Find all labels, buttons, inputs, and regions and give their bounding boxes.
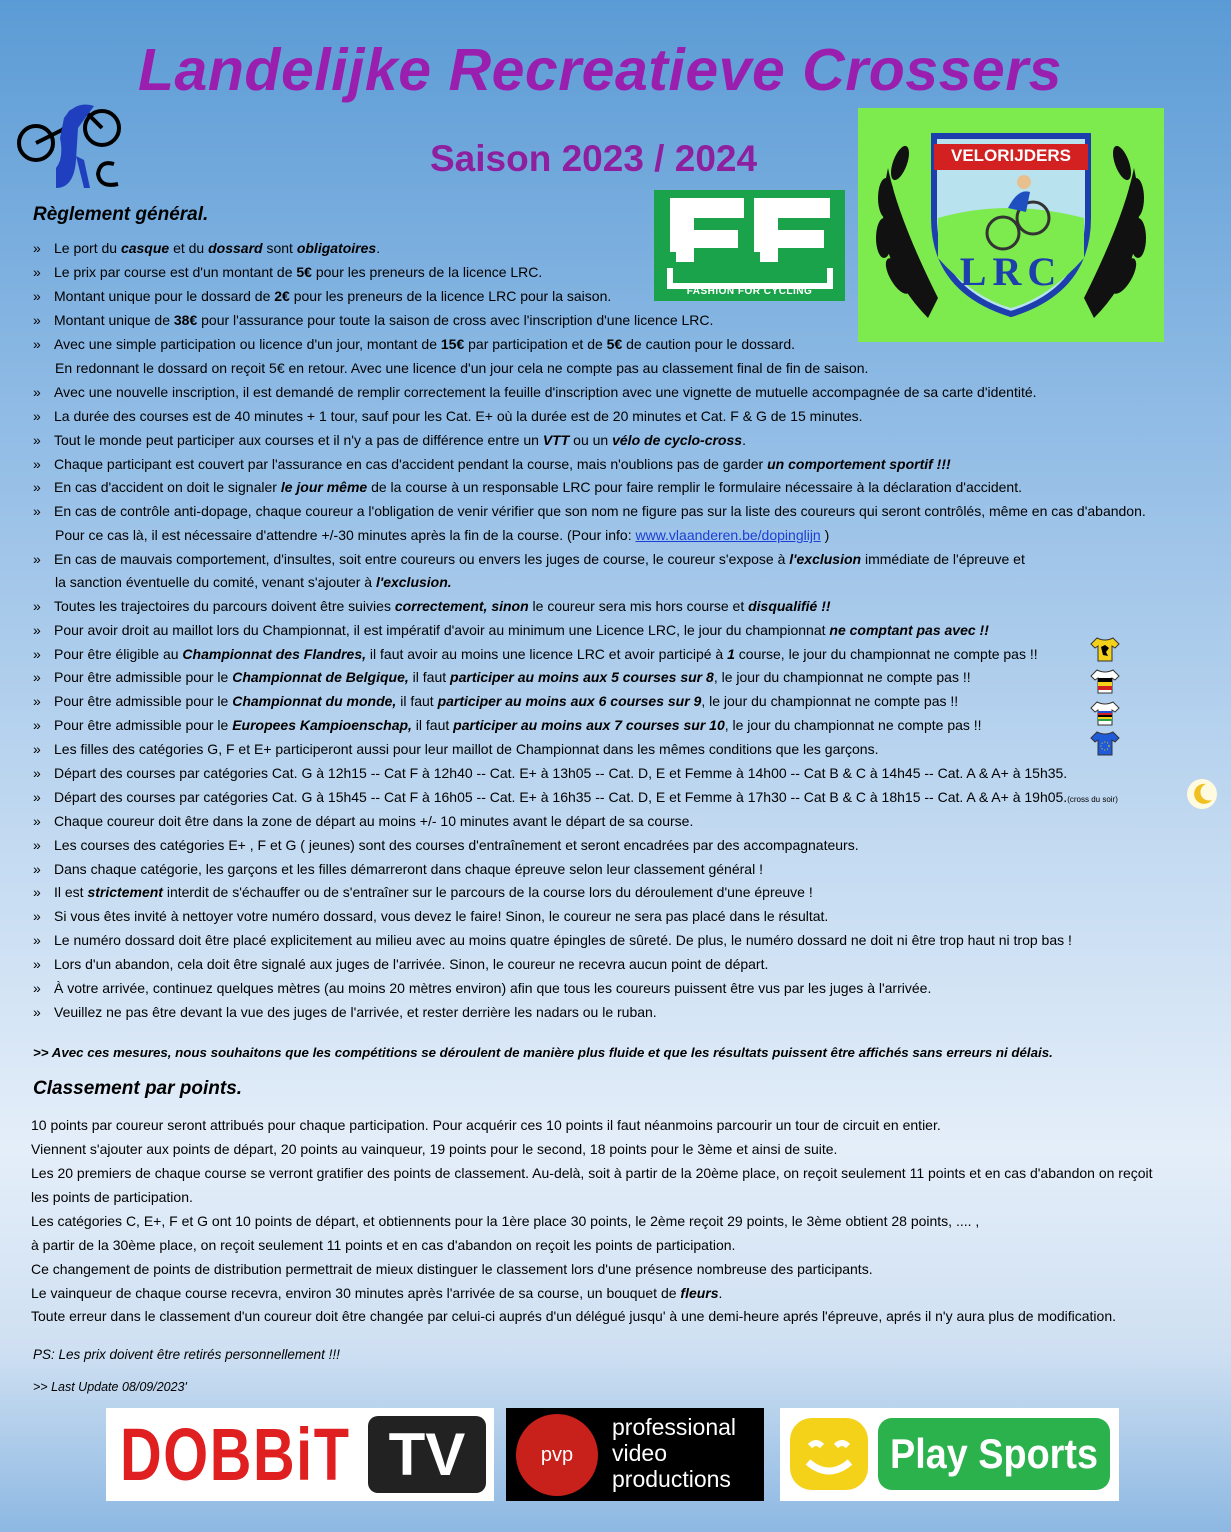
- rule-text: [54, 312, 713, 328]
- rule-item: [33, 407, 863, 426]
- text-run: Les catégories C, E+, F et G ont 10 points de départ, et obtiennents pour la 1ère place 30 points, le 2ème reçoit 29 points, le 3ème obtient 28 points, .... ,: [31, 1213, 980, 1229]
- bullet-icon: »: [33, 503, 41, 519]
- rule-text: [54, 741, 878, 757]
- bullet-icon: »: [33, 693, 41, 709]
- text-run: Départ des courses par catégories Cat. G à 12h15 -- Cat F à 12h40 -- Cat. E+ à 13h05 -- Cat. D, E et Femme à 14h00 -- Cat B & C à 14h45 -- Cat. A & A+ à 15h35.: [54, 765, 1068, 781]
- text-run: Montant unique pour le dossard de: [54, 288, 275, 304]
- rule-text: [54, 813, 693, 829]
- rule-item: [33, 812, 693, 831]
- rule-item: [33, 263, 542, 282]
- text-run: Chaque participant est couvert par l'assurance en cas d'accident pendant la course, mais n'oublions pas de garder: [54, 456, 768, 472]
- text-run: par participation et de: [464, 336, 607, 352]
- bullet-icon: »: [33, 646, 41, 662]
- text-run: et du: [169, 240, 209, 256]
- points-line: [31, 1164, 1153, 1183]
- rule-item: [33, 716, 982, 735]
- rule-item: [33, 740, 878, 759]
- text-run: disqualifié !!: [748, 598, 831, 614]
- rule-text: [54, 646, 1038, 662]
- ps-note: PS: Les prix doivent être retirés personnellement !!!: [33, 1347, 340, 1362]
- rule-item: [33, 764, 1067, 783]
- text-run: (cross du soir): [1067, 795, 1118, 804]
- rule-item: [33, 955, 768, 974]
- rule-item: [33, 478, 1022, 497]
- text-run: Montant unique de: [54, 312, 174, 328]
- rule-text: [54, 240, 380, 256]
- bullet-icon: »: [33, 741, 41, 757]
- rule-item: [33, 455, 951, 474]
- points-line: [31, 1284, 722, 1303]
- text-run: Les 20 premiers de chaque course se verront gratifier des points de classement. Au-delà, soit à partir de la 20ème place, on reçoit seulement 11 points et en cas d'abandon on reçoit: [31, 1165, 1153, 1181]
- points-line: [31, 1116, 941, 1135]
- text-run: Toutes les trajectoires du parcours doivent être suivies: [54, 598, 395, 614]
- classement-heading: Classement par points.: [33, 1078, 243, 1099]
- world-champion-jersey-icon: [1089, 700, 1121, 726]
- bullet-icon: »: [33, 837, 41, 853]
- text-run: obligatoires: [296, 240, 377, 256]
- velo-lrc-letters: LRC: [959, 249, 1063, 294]
- flanders-jersey-icon: [1089, 636, 1121, 662]
- bullet-icon: »: [33, 312, 41, 328]
- bullet-icon: »: [33, 789, 41, 805]
- points-line: [31, 1188, 193, 1207]
- text-run: En cas de mauvais comportement, d'insultes, soit entre coureurs ou envers les juges de course, le coureur s'expose à: [54, 551, 790, 567]
- text-run: En cas d'accident on doit le signaler: [54, 479, 281, 495]
- text-run: 5€: [296, 264, 312, 280]
- text-run: fleurs: [680, 1285, 719, 1301]
- bullet-icon: »: [33, 551, 41, 567]
- bullet-icon: »: [33, 884, 41, 900]
- pvp-line1: professional: [612, 1414, 737, 1440]
- rule-text: [54, 932, 1072, 948]
- rule-text: [54, 789, 1118, 805]
- rule-text: [54, 980, 931, 996]
- text-run: Chaque coureur doit être dans la zone de départ au moins +/- 10 minutes avant le départ de sa course.: [54, 813, 694, 829]
- last-update: >> Last Update 08/09/2023': [33, 1380, 187, 1394]
- points-line: [31, 1307, 1116, 1326]
- dobbit-tv-logo: [106, 1408, 494, 1501]
- text-run: il faut: [396, 693, 438, 709]
- ff-tagline: FASHION FOR CYCLING: [686, 286, 813, 297]
- rule-continuation: [55, 526, 829, 545]
- text-run: , le jour du championnat ne compte pas !!: [724, 717, 982, 733]
- text-run: Dans chaque catégorie, les garçons et les filles démarreront dans chaque épreuve selon leur classement général !: [54, 861, 763, 877]
- rule-text: [54, 1004, 657, 1020]
- rule-item: [33, 907, 828, 926]
- bullet-icon: »: [33, 932, 41, 948]
- text-run: .: [742, 432, 746, 448]
- bullet-icon: »: [33, 456, 41, 472]
- bullet-icon: »: [33, 408, 41, 424]
- text-run: les points de participation.: [31, 1189, 193, 1205]
- rule-item: [33, 979, 931, 998]
- pvp-line2: video: [612, 1440, 667, 1466]
- text-run: interdit de s'échauffer ou de s'entraîner sur le parcours de la course lors du déroulement d'une épreuve !: [162, 884, 813, 900]
- text-run: 2€: [274, 288, 290, 304]
- text-run: Veuillez ne pas être devant la vue des juges de l'arrivée, et rester derrière les nadars ou le ruban.: [54, 1004, 657, 1020]
- text-run: .: [718, 1285, 723, 1301]
- text-run: Si vous êtes invité à nettoyer votre numéro dossard, vous devez le faire! Sinon, le coureur ne sera pas placé dans le résultat.: [54, 908, 829, 924]
- text-run: Les filles des catégories G, F et E+ participeront aussi pour leur maillot de Championnat dans les mêmes conditions que les garçons.: [54, 741, 879, 757]
- rule-text: [54, 908, 828, 924]
- fashion-for-cycling-logo: [654, 190, 845, 301]
- text-run: , le jour du championnat ne compte pas !!: [701, 693, 959, 709]
- play-sports-logo: [780, 1408, 1119, 1501]
- rule-continuation: [55, 359, 868, 378]
- rule-item: [33, 860, 763, 879]
- rule-text: [54, 288, 611, 304]
- moon-icon: [1186, 778, 1218, 810]
- text-run: Viennent s'ajouter aux points de départ, 20 points au vainqueur, 19 points pour le second, 18 points pour le 3ème et ainsi de suite.: [31, 1141, 838, 1157]
- text-run: Le vainqueur de chaque course recevra, environ 30 minutes après l'arrivée de sa course, un bouquet de: [31, 1285, 681, 1301]
- points-line: [31, 1212, 979, 1231]
- text-run: Pour être admissible pour le: [54, 693, 233, 709]
- velorijders-lrc-badge: [858, 108, 1164, 342]
- rule-item: [33, 836, 859, 855]
- text-run: participer au moins aux 7 courses sur 10: [453, 717, 725, 733]
- rule-item: [33, 335, 795, 354]
- rule-text: [54, 408, 863, 424]
- dobbit-tv-box: [368, 1416, 486, 1493]
- rule-text: [54, 432, 746, 448]
- text-run: l'exclusion.: [375, 574, 452, 590]
- europe-jersey-icon: [1089, 730, 1121, 756]
- bullet-icon: »: [33, 861, 41, 877]
- rule-item: [33, 692, 958, 711]
- text-run: Championnat du monde,: [232, 693, 397, 709]
- rule-text: [54, 598, 831, 614]
- rule-text: [54, 479, 1022, 495]
- rule-text: [54, 264, 542, 280]
- rule-item: [33, 502, 1146, 521]
- text-run: En redonnant le dossard on reçoit 5€ en retour. Avec une licence d'un jour cela ne compte pas au classement final de fin de saison.: [55, 360, 869, 376]
- bullet-icon: »: [33, 765, 41, 781]
- measures-note: >> Avec ces mesures, nous souhaitons que les compétitions se déroulent de manière plus fluide et que les résultats puissent être affichés sans erreurs ni délais.: [33, 1045, 1053, 1060]
- text-run: Le numéro dossard doit être placé explicitement au milieu avec au moins quatre épingles de sûreté. De plus, le numéro dossard ne doit ni être trop haut ni trop bas !: [54, 932, 1072, 948]
- rule-item: [33, 597, 831, 616]
- text-run: il faut: [408, 669, 451, 685]
- text-run: dossard: [208, 240, 263, 256]
- bullet-icon: »: [33, 598, 41, 614]
- pvp-circle: [516, 1414, 598, 1496]
- text-run: il faut avoir au moins une licence LRC et avoir participé à: [366, 646, 728, 662]
- text-run: 5€: [606, 336, 623, 352]
- pvp-words: [612, 1414, 736, 1492]
- text-run: .: [376, 240, 381, 256]
- bullet-icon: »: [33, 908, 41, 924]
- text-run: Ce changement de points de distribution permettrait de mieux distinguer le classement lors d'une présence nombreuse des participants.: [31, 1261, 873, 1277]
- rule-item: [33, 287, 611, 306]
- rule-item: [33, 1003, 657, 1022]
- text-run: Avec une simple participation ou licence d'un jour, montant de: [54, 336, 441, 352]
- text-run: l'exclusion: [789, 551, 862, 567]
- text-run: il faut: [411, 717, 454, 733]
- text-run: ne comptant pas avec !!: [829, 622, 989, 638]
- season-title: Saison 2023 / 2024: [430, 138, 758, 179]
- text-run: Lors d'un abandon, cela doit être signalé aux juges de l'arrivée. Sinon, le coureur ne recevra aucun point de départ.: [54, 956, 769, 972]
- belgium-jersey-icon: [1089, 668, 1121, 694]
- rule-text: [54, 456, 951, 472]
- text-run: participer au moins aux 5 courses sur 8: [450, 669, 714, 685]
- rule-text: [54, 717, 982, 733]
- rule-text: [54, 622, 989, 638]
- text-run: Départ des courses par catégories Cat. G à 15h45 -- Cat F à 16h05 -- Cat. E+ à 16h35 -- Cat. D, E et Femme à 17h30 -- Cat B & C à 18h15 -- Cat. A & A+ à 19h05.: [54, 789, 1068, 805]
- bullet-icon: »: [33, 288, 41, 304]
- text-run: vélo de cyclo-cross: [612, 432, 743, 448]
- bullet-icon: »: [33, 264, 41, 280]
- bullet-icon: »: [33, 717, 41, 733]
- text-run: le jour même: [280, 479, 368, 495]
- rule-text: [54, 956, 768, 972]
- text-run: Il est: [54, 884, 88, 900]
- text-run: de caution pour le dossard.: [622, 336, 796, 352]
- text-run: sont: [262, 240, 297, 256]
- text-run: de la course à un responsable LRC pour faire remplir le formulaire nécessaire à la déclaration d'accident.: [367, 479, 1022, 495]
- lrc-logo: [14, 98, 126, 194]
- bullet-icon: »: [33, 240, 41, 256]
- text-run: Les courses des catégories E+ , F et G ( jeunes) sont des courses d'entraînement et seront encadrées par des accompagnateurs.: [54, 837, 859, 853]
- rule-item: [33, 645, 1038, 664]
- text-run: En cas de contrôle anti-dopage, chaque coureur a l'obligation de venir vérifier que son nom ne figure pas sur la liste des coureurs qui seront contrôlés, même en cas d'abandon.: [54, 503, 1146, 519]
- text-run: le coureur sera mis hors course et: [528, 598, 749, 614]
- rule-item: [33, 550, 1025, 569]
- text-run: Pour ce cas là, il est nécessaire d'attendre +/-30 minutes après la fin de la course. (Pour info:: [55, 527, 636, 543]
- rule-item: [33, 668, 971, 687]
- text-run: 1: [727, 646, 735, 662]
- bullet-icon: »: [33, 622, 41, 638]
- rule-text: [54, 765, 1067, 781]
- text-run: Tout le monde peut participer aux courses et il n'y a pas de différence entre un: [54, 432, 543, 448]
- main-title: Landelijke Recreatieve Crossers: [138, 37, 1062, 103]
- bullet-icon: »: [33, 980, 41, 996]
- rule-item: [33, 431, 746, 450]
- bullet-icon: »: [33, 336, 41, 352]
- text-run: VTT: [542, 432, 570, 448]
- text-run: à partir de la 30ème place, on reçoit seulement 11 points et en cas d'abandon on reçoit les points de participation.: [31, 1237, 736, 1253]
- dobbit-text: DOBBiT: [120, 1413, 351, 1496]
- points-line: [31, 1236, 735, 1255]
- text-run: Avec une nouvelle inscription, il est demandé de remplir correctement la feuille d'inscription avec une vignette de mutuelle accompagnée de sa carte d'identité.: [54, 384, 1037, 400]
- rule-text: [54, 551, 1025, 567]
- rule-item: [33, 931, 1072, 950]
- text-run: strictement: [87, 884, 163, 900]
- rule-text: [54, 336, 795, 352]
- text-run: ): [820, 527, 830, 543]
- bullet-icon: »: [33, 956, 41, 972]
- pvp-short: pvp: [540, 1444, 574, 1466]
- bullet-icon: »: [33, 384, 41, 400]
- rules-heading: Règlement général.: [33, 204, 209, 225]
- bullet-icon: »: [33, 479, 41, 495]
- text-run: correctement, sinon: [394, 598, 529, 614]
- text-run: Europees Kampioenschap,: [232, 717, 412, 733]
- pvp-line3: productions: [612, 1466, 731, 1492]
- text-run: 38€: [173, 312, 198, 328]
- rule-item: [33, 383, 1037, 402]
- rule-text: [54, 693, 958, 709]
- text-run: ou un: [569, 432, 613, 448]
- rule-item: [33, 788, 1118, 809]
- points-line: [31, 1140, 837, 1159]
- rule-text: [54, 503, 1146, 519]
- bullet-icon: »: [33, 669, 41, 685]
- play-sports-smiley-icon: [790, 1418, 868, 1490]
- text-run: Le prix par course est d'un montant de: [54, 264, 297, 280]
- text-run: course, le jour du championnat ne compte pas !!: [734, 646, 1038, 662]
- bullet-icon: »: [33, 1004, 41, 1020]
- rule-item: [33, 621, 989, 640]
- text-run: , le jour du championnat ne compte pas !!: [713, 669, 971, 685]
- text-run: À votre arrivée, continuez quelques mètres (au moins 20 mètres environ) afin que tous les coureurs puissent être vus par les juges à l'arrivée.: [54, 980, 932, 996]
- points-line: [31, 1260, 873, 1279]
- text-run: casque: [120, 240, 170, 256]
- text-run: Championnat des Flandres,: [182, 646, 367, 662]
- text-run: Toute erreur dans le classement d'un coureur doit être changée par celui-ci auprés d'un délégué jusqu' à une demi-heure aprés l'épreuve, aprés il n'y aura plus de modification.: [31, 1308, 1117, 1324]
- text-run: participer au moins aux 6 courses sur 9: [437, 693, 702, 709]
- rule-text: [54, 837, 859, 853]
- velorijders-banner: VELORIJDERS: [951, 146, 1071, 165]
- bullet-icon: »: [33, 432, 41, 448]
- text-run: 10 points par coureur seront attribués pour chaque participation. Pour acquérir ces 10 points il faut néanmoins parcourir un tour de circuit en entier.: [31, 1117, 941, 1133]
- bullet-icon: »: [33, 813, 41, 829]
- text-run: Pour être éligible au: [54, 646, 183, 662]
- pvp-logo: [506, 1408, 764, 1501]
- text-run: pour les preneurs de la licence LRC pour la saison.: [289, 288, 612, 304]
- text-run: la sanction éventuelle du comité, venant s'ajouter à: [55, 574, 376, 590]
- text-run: 15€: [440, 336, 465, 352]
- rule-text: [54, 669, 971, 685]
- text-run: Championnat de Belgique,: [232, 669, 409, 685]
- text-run: Pour être admissible pour le: [54, 717, 233, 733]
- text-run: Pour être admissible pour le: [54, 669, 233, 685]
- rule-text: [54, 861, 763, 877]
- dobbit-tv-text: TV: [388, 1421, 466, 1488]
- text-run: pour les preneurs de la licence LRC.: [311, 264, 543, 280]
- rule-continuation: [55, 573, 452, 592]
- text-run: Le port du: [54, 240, 121, 256]
- text-run: Pour avoir droit au maillot lors du Championnat, il est impératif d'avoir au minimum une Licence LRC, le jour du championnat: [54, 622, 830, 638]
- rule-text: [54, 884, 813, 900]
- dopinglijn-link[interactable]: www.vlaanderen.be/dopinglijn: [635, 527, 821, 543]
- text-run: immédiate de l'épreuve et: [861, 551, 1025, 567]
- play-sports-box: [878, 1418, 1110, 1490]
- rule-text: [54, 384, 1037, 400]
- text-run: un comportement sportif !!!: [767, 456, 951, 472]
- rule-item: [33, 883, 813, 902]
- text-run: pour l'assurance pour toute la saison de cross avec l'inscription d'une licence LRC.: [197, 312, 714, 328]
- play-sports-text: Play Sports: [890, 1430, 1098, 1477]
- text-run: La durée des courses est de 40 minutes + 1 tour, sauf pour les Cat. E+ où la durée est de 20 minutes et Cat. F & G de 15 minutes.: [54, 408, 863, 424]
- rule-item: [33, 239, 380, 258]
- rule-item: [33, 311, 713, 330]
